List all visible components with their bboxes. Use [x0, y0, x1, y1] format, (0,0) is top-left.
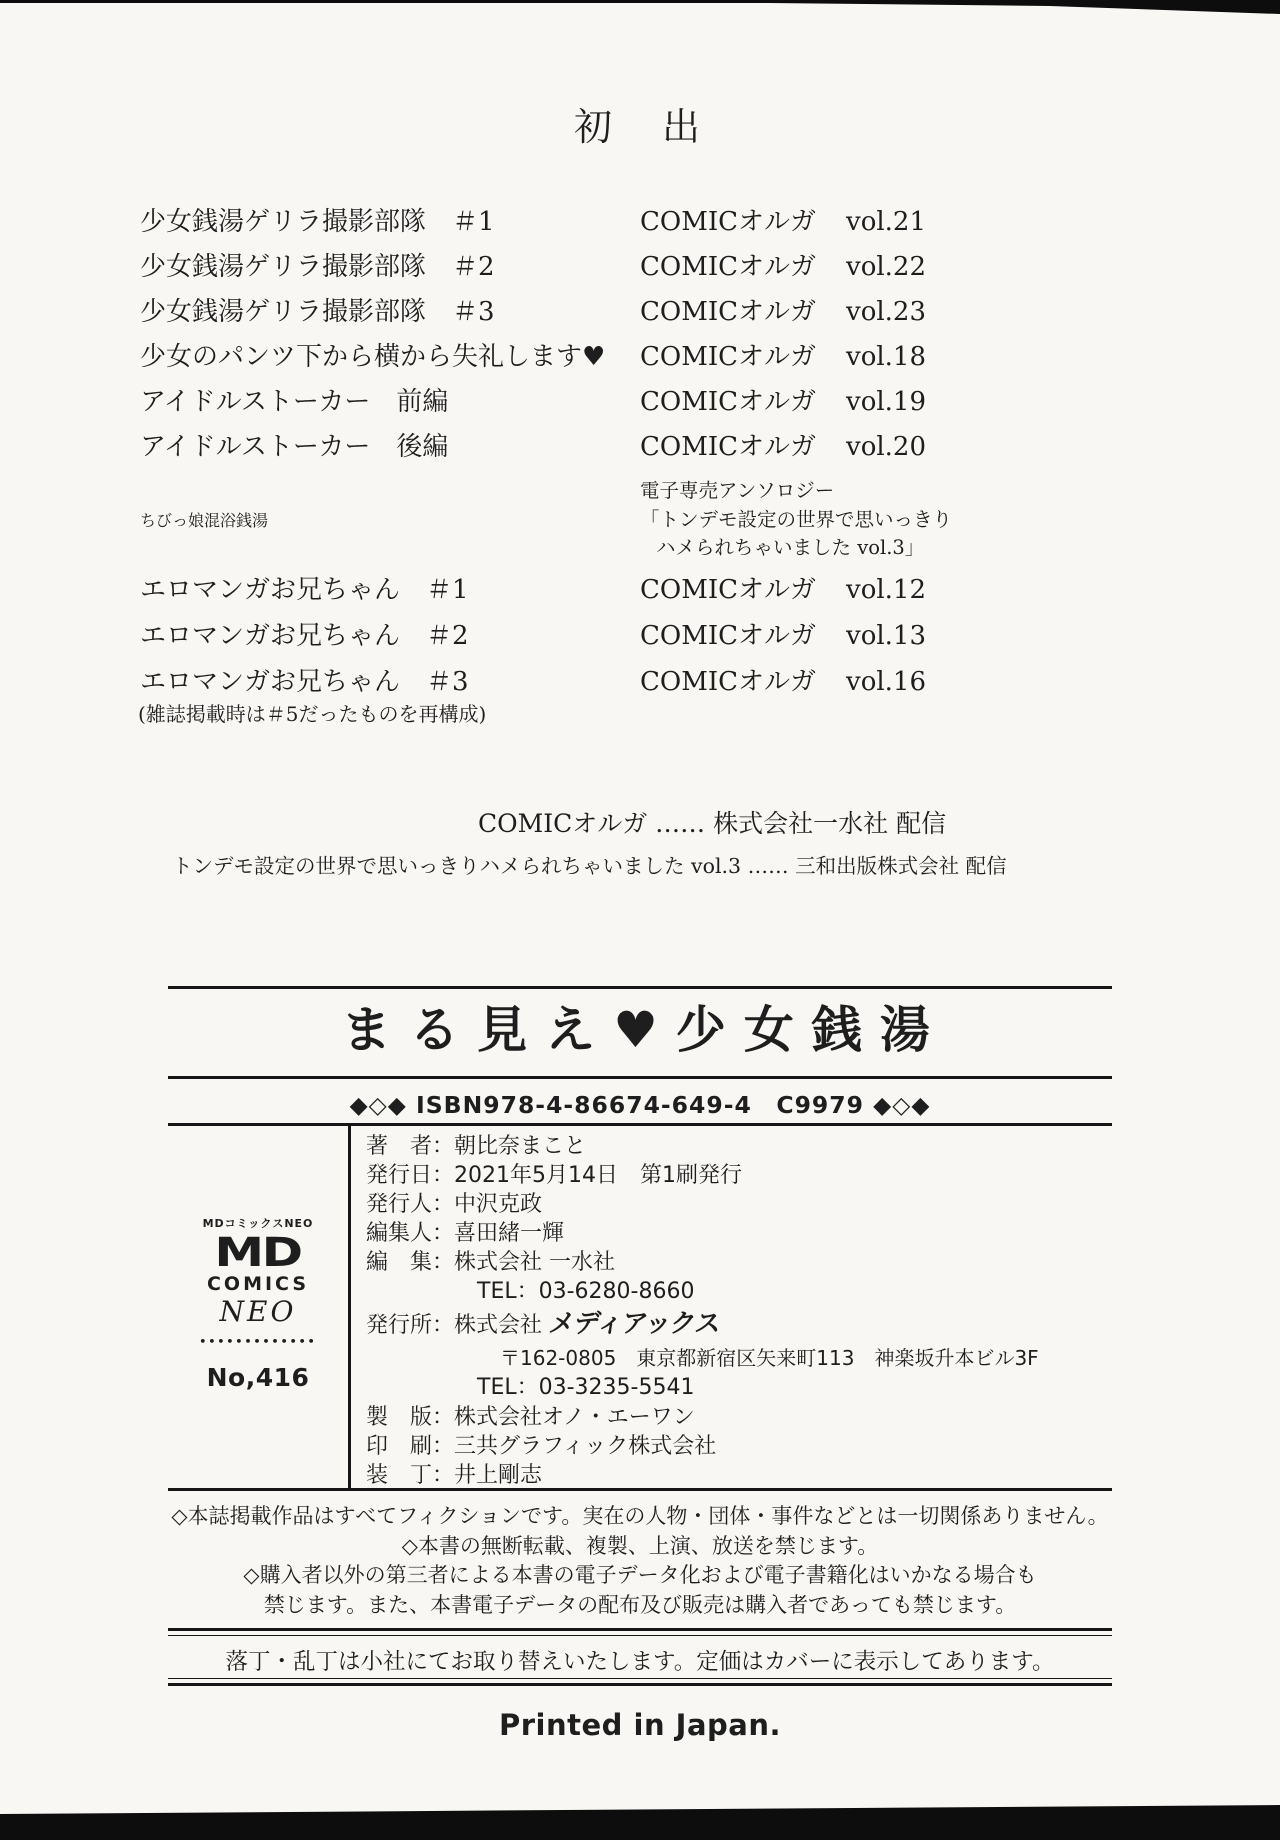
publication-row	[140, 197, 1140, 242]
divider-line	[168, 1123, 1112, 1126]
source-magazine: COMICオルガ	[640, 387, 816, 417]
publication-row	[140, 377, 1140, 422]
publication-row	[140, 422, 1140, 467]
column-divider-line	[348, 1123, 351, 1491]
series-number: No,416	[206, 1363, 310, 1392]
detail-editing-tel: TEL：03-6280-8660	[477, 1279, 695, 1304]
divider-line	[168, 1076, 1112, 1079]
source-magazine: COMICオルガ	[640, 342, 816, 372]
work-title: 少女銭湯ゲリラ撮影部隊 ＃3	[140, 297, 495, 327]
detail-publisher-person: 発行人：中沢克政	[366, 1192, 543, 1217]
publication-source	[640, 426, 926, 463]
anthology-source-line: 電子専売アンソロジー	[640, 479, 835, 502]
work-title: エロマンガお兄ちゃん ＃1	[140, 574, 469, 605]
detail-address: 〒162-0805 東京都新宿区矢来町113 神楽坂升本ビル3F	[500, 1346, 1039, 1370]
publication-source	[640, 336, 926, 373]
md-comics-neo-logo	[168, 1218, 348, 1390]
work-title: 少女のパンツ下から横から失礼します♥	[140, 342, 606, 372]
publication-source	[640, 661, 926, 698]
divider-line	[168, 1488, 1112, 1491]
isbn-line: ◆◇◆ ISBN978-4-86674-649-4 C9979 ◆◇◆	[349, 1091, 931, 1119]
source-magazine: COMICオルガ	[640, 620, 816, 651]
publication-source	[640, 246, 926, 283]
source-volume: vol.20	[846, 432, 927, 462]
double-divider-line	[168, 1628, 1112, 1636]
reconstruction-note: (雑誌掲載時は＃5だったものを再構成)	[138, 702, 487, 726]
publication-source	[640, 381, 926, 418]
disclaimer-line: ◇本誌掲載作品はすべてフィクションです。実在の人物・団体・事件などとは一切関係ありません。	[171, 1504, 1109, 1528]
source-magazine: COMICオルガ	[640, 297, 816, 327]
publication-row	[140, 332, 1140, 377]
work-title: エロマンガお兄ちゃん ＃2	[140, 620, 469, 651]
scan-artifact-bottom-edge	[0, 1802, 1280, 1840]
disclaimer-line: ◇本書の無断転載、複製、上演、放送を禁じます。	[401, 1533, 879, 1558]
publication-details	[366, 1132, 1106, 1490]
source-volume: vol.13	[846, 620, 927, 651]
detail-printing: 印 刷：三共グラフィック株式会社	[366, 1434, 717, 1459]
disclaimer-line: ◇購入者以外の第三者による本書の電子データ化および電子書籍化はいかなる場合も	[243, 1563, 1037, 1587]
publication-source	[640, 201, 926, 238]
logo-small-text: MDコミックスNEO	[202, 1217, 314, 1230]
disclaimer-block	[168, 1502, 1112, 1620]
logo-md-text: MD	[214, 1230, 302, 1276]
printed-in-japan: Printed in Japan.	[498, 1708, 782, 1742]
work-title: アイドルストーカー 後編	[140, 432, 449, 462]
source-volume: vol.23	[846, 297, 927, 327]
detail-publisher-tel: TEL：03-3235-5541	[477, 1375, 695, 1400]
source-magazine: COMICオルガ	[640, 252, 816, 282]
source-volume: vol.16	[846, 666, 927, 697]
publication-row	[140, 242, 1140, 287]
source-volume: vol.12	[846, 574, 927, 605]
logo-neo-text: NEO	[219, 1295, 297, 1328]
source-volume: vol.18	[846, 342, 927, 372]
anthology-publication-row	[140, 477, 1140, 563]
publication-row	[140, 287, 1140, 332]
first-publication-list	[140, 197, 1140, 467]
detail-publishing-house: 発行所：株式会社 メディアックス	[366, 1309, 722, 1339]
publication-row	[140, 610, 1140, 656]
work-title: 少女銭湯ゲリラ撮影部隊 ＃2	[140, 252, 495, 282]
source-magazine: COMICオルガ	[640, 574, 816, 605]
divider-line	[168, 986, 1112, 989]
source-magazine: COMICオルガ	[640, 666, 816, 697]
distribution-line-anthology: トンデモ設定の世界で思いっきりハメられちゃいました vol.3 …… 三和出版株式会社 配信	[172, 854, 1007, 878]
detail-plate-making: 製 版：株式会社オノ・エーワン	[366, 1405, 695, 1430]
scan-artifact-top-edge	[0, 0, 1280, 16]
source-volume: vol.19	[846, 387, 927, 417]
anthology-source-line: ハメられちゃいました vol.3」	[656, 536, 925, 559]
publication-row	[140, 564, 1140, 610]
detail-editor-person: 編集人：喜田緒一輝	[366, 1221, 565, 1246]
first-publication-list-continued	[140, 564, 1140, 702]
publication-row	[140, 656, 1140, 702]
disclaimer-line: 禁じます。また、本書電子データの配布及び販売は購入者であっても禁じます。	[263, 1592, 1017, 1617]
double-divider-line	[168, 1678, 1112, 1686]
work-title: アイドルストーカー 前編	[140, 387, 449, 417]
logo-dotted-line: •••••••••••••	[199, 1335, 317, 1348]
work-title: エロマンガお兄ちゃん ＃3	[140, 666, 469, 697]
source-volume: vol.21	[846, 207, 927, 237]
detail-publish-date: 発行日：2021年5月14日 第1刷発行	[366, 1163, 742, 1188]
detail-editing-company: 編 集：株式会社 一水社	[366, 1250, 616, 1275]
book-title: まる見え♥少女銭湯	[341, 1001, 948, 1059]
distribution-line-orga: COMICオルガ …… 株式会社一水社 配信	[478, 809, 947, 838]
publication-source	[640, 569, 926, 606]
publication-source	[640, 291, 926, 328]
detail-author: 著 者：朝比奈まこと	[366, 1134, 587, 1159]
source-magazine: COMICオルガ	[640, 432, 816, 462]
logo-comics-text: COMICS	[206, 1273, 310, 1295]
detail-binding-design: 装 丁：井上剛志	[366, 1463, 543, 1488]
page-title: 初 出	[573, 105, 706, 149]
anthology-source-line: 「トンデモ設定の世界で思いっきり	[640, 507, 953, 531]
work-title: ちびっ娘混浴銭湯	[140, 511, 269, 531]
source-magazine: COMICオルガ	[640, 207, 816, 237]
publication-source	[640, 615, 926, 652]
work-title: 少女銭湯ゲリラ撮影部隊 ＃1	[140, 207, 495, 237]
mediax-logo: メディアックス	[546, 1309, 722, 1339]
replacement-policy-line: 落丁・乱丁は小社にてお取り替えいたします。定価はカバーに表示してあります。	[225, 1649, 1055, 1675]
anthology-source	[640, 477, 952, 563]
source-volume: vol.22	[846, 252, 927, 282]
